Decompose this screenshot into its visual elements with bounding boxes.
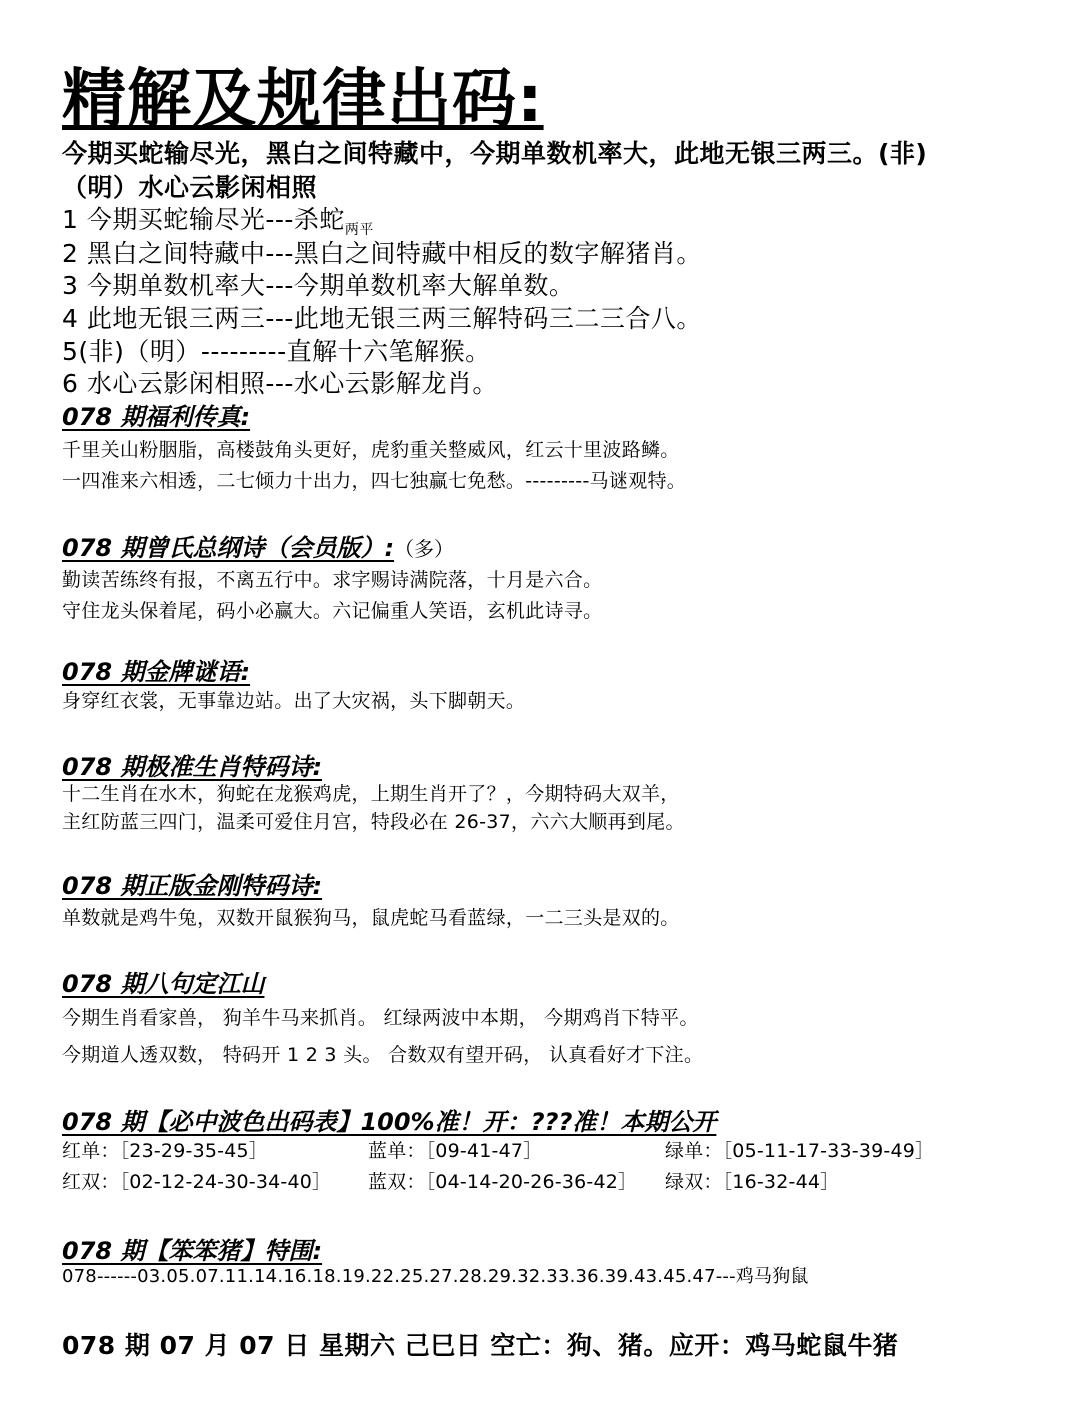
intro-line-2: （明）水心云影闲相照: [62, 173, 318, 202]
intro-line-1: 今期买蛇输尽光，黑白之间特藏中，今期单数机率大，此地无银三两三。(非): [62, 139, 928, 168]
footer-date-line: 078 期 07 月 07 日 星期六 己巳日 空亡：狗、猪。应开：鸡马蛇鼠牛猪: [62, 1331, 899, 1360]
jizhun-line-1: 十二生肖在水木，狗蛇在龙猴鸡虎，上期生肖开了？，今期特码大双羊，: [62, 783, 680, 805]
jizhun-line-2: 主红防蓝三四门，温柔可爱住月宫，特段必在 26-37，六六大顺再到尾。: [62, 811, 685, 833]
explain-item-3: 3 今期单数机率大---今期单数机率大解单数。: [62, 271, 575, 300]
explain-item-4: 4 此地无银三两三---此地无银三两三解特码三二三合八。: [62, 304, 702, 333]
section-title-jinpai: 078 期金牌谜语:: [62, 658, 251, 686]
jingang-line-1: 单数就是鸡牛兔，双数开鼠猴狗马，鼠虎蛇马看蓝绿，一二三头是双的。: [62, 907, 680, 929]
section-title-jingang: 078 期正版金刚特码诗:: [62, 872, 323, 900]
page-title: 精解及规律出码:: [62, 63, 544, 137]
explain-item-6: 6 水心云影闲相照---水心云影解龙肖。: [62, 369, 498, 398]
baju-line-1: 今期生肖看家兽， 狗羊牛马来抓肖。 红绿两波中本期， 今期鸡肖下特平。: [62, 1007, 699, 1029]
wave-red-single: 红单：［23-29-35-45］: [62, 1140, 268, 1162]
zengshi-line-1: 勤读苦练终有报，不离五行中。求字赐诗满院落，十月是六合。: [62, 569, 603, 591]
jinpai-line-1: 身穿红衣裳，无事靠边站。出了大灾祸，头下脚朝天。: [62, 690, 526, 712]
wave-green-single: 绿单：［05-11-17-33-39-49］: [665, 1140, 935, 1162]
section-title-baju: 078 期八句定江山: [62, 970, 265, 998]
wave-green-double: 绿双：［16-32-44］: [665, 1171, 840, 1193]
section-title-jizhun: 078 期极准生肖特码诗:: [62, 753, 323, 781]
section-title-fuli: 078 期福利传真:: [62, 403, 251, 431]
section-title-wave: 078 期【必中波色出码表】100%准！开：???准！本期公开: [62, 1108, 717, 1136]
baju-line-2: 今期道人透双数， 特码开 1 2 3 头。 合数双有望开码， 认真看好才下注。: [62, 1044, 704, 1066]
benzhu-line: 078------03.05.07.11.14.16.18.19.22.25.27.28.29.32.33.36.39.43.45.47---鸡马狗鼠: [62, 1266, 809, 1287]
section-title-benzhu: 078 期【笨笨猪】特围:: [62, 1237, 323, 1265]
wave-blue-double: 蓝双：［04-14-20-26-36-42］: [368, 1171, 638, 1193]
section-title-zengshi: [62, 528, 454, 563]
explain-item-note: 两平: [344, 222, 374, 238]
fuli-line-1: 千里关山粉胭脂，高楼鼓角头更好，虎豹重关整威风，红云十里波路鳞。: [62, 439, 680, 461]
explain-item-5: 5(非)（明）---------直解十六笔解猴。: [62, 337, 491, 366]
wave-blue-single: 蓝单：［09-41-47］: [368, 1140, 543, 1162]
explain-item-2: 2 黑白之间特藏中---黑白之间特藏中相反的数字解猪肖。: [62, 239, 702, 268]
zengshi-title: 078 期曾氏总纲诗（会员版）:: [62, 534, 395, 562]
fuli-line-2: 一四准来六相透，二七倾力十出力，四七独赢七免愁。---------马谜观特。: [62, 470, 687, 492]
zengshi-line-2: 守住龙头保着尾，码小必赢大。六记偏重人笑语，玄机此诗寻。: [62, 600, 603, 622]
zengshi-extra: （多）: [394, 537, 455, 561]
explain-item-text: 1 今期买蛇输尽光---杀蛇: [62, 205, 345, 234]
wave-red-double: 红双：［02-12-24-30-34-40］: [62, 1171, 332, 1193]
